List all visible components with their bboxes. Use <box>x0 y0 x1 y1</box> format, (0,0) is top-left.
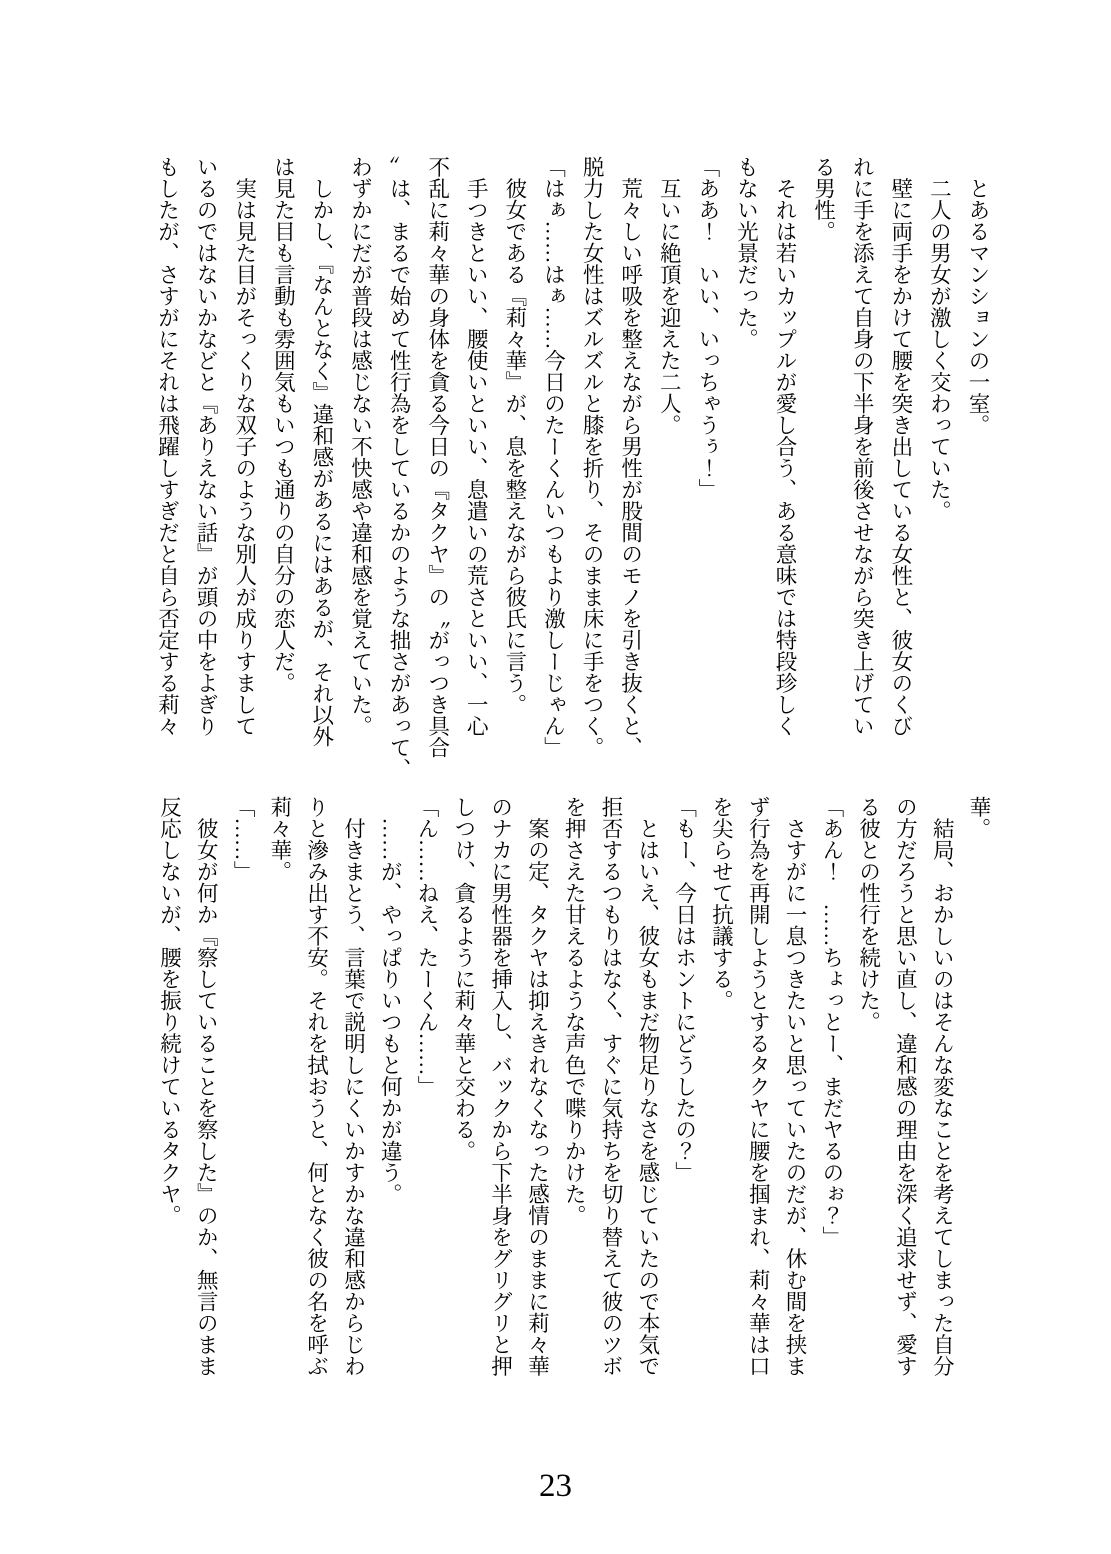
text-column: 二人の男女が激しく交わっていた。 <box>927 156 952 522</box>
text-column: 結局、おかしいのはそんな変なことを考えてしまった自分 <box>930 796 955 1377</box>
text-column: の方だろうと思い直し、違和感の理由を深く追求せず、愛す <box>893 796 918 1377</box>
text-column: わずかにだが普段は感じない不快感や違和感を覚えていた。 <box>348 156 373 737</box>
text-column: 〟は、まるで始めて性行為をしているかのような拙さがあって、 <box>387 156 412 780</box>
text-column: 不乱に莉々華の身体を貪る今日の『タクヤ』の〝がっつき具合 <box>425 156 450 758</box>
text-column: を押さえた甘えるような声色で喋りかけた。 <box>562 796 587 1226</box>
text-column: を尖らせて抗議する。 <box>709 796 734 1011</box>
text-column: 脱力した女性はズルズルと膝を折り、そのまま床に手をつく。 <box>580 156 605 758</box>
text-column: とはいえ、彼女もまだ物足りなさを感じていたので本気で <box>635 796 660 1377</box>
text-column: 莉々華。 <box>267 796 292 882</box>
text-column: 反応しないが、腰を振り続けているタクヤ。 <box>157 796 182 1226</box>
text-column: 壁に両手をかけて腰を突き出している女性と、彼女のくび <box>888 156 913 737</box>
text-column: ……が、やっぱりいつもと何かが違う。 <box>378 796 403 1205</box>
text-column: 華。 <box>967 796 991 839</box>
text-column: もない光景だった。 <box>734 156 759 350</box>
text-column: 拒否するつもりはなく、すぐに気持ちを切り替えて彼のツボ <box>599 796 624 1377</box>
text-column: 実は見た目がそっくりな双子のような別人が成りすまして <box>232 156 257 737</box>
text-column: 「ん……ねえ、たーくん……」 <box>415 796 440 1097</box>
text-column: 付きまとう、言葉で説明しにくいかすかな違和感からじわ <box>341 796 366 1377</box>
text-column: とあるマンションの一室。 <box>966 156 990 436</box>
text-column: 彼女である『莉々華』が、息を整えながら彼氏に言う。 <box>502 156 527 715</box>
text-column: それは若いカップルが愛し合う、ある意味では特段珍しく <box>773 156 798 737</box>
text-column: いるのではないかなどと『ありえない話』が頭の中をよぎり <box>194 156 219 737</box>
text-column: 荒々しい呼吸を整えながら男性が股間のモノを引き抜くと、 <box>618 156 643 758</box>
text-column: る彼との性行を続けた。 <box>856 796 881 1033</box>
text-column: 「ああ！ いい、いっちゃうぅ！」 <box>695 156 720 500</box>
text-column: りと滲み出す不安。それを拭おうと、何となく彼の名を呼ぶ <box>304 796 329 1377</box>
text-column: 手つきといい、腰使いといい、息遣いの荒さといい、一心 <box>464 156 489 737</box>
text-column: 「あん！ ……ちょっとー、まだヤるのぉ？」 <box>819 796 844 1248</box>
text-column: しつけ、貪るように莉々華と交わる。 <box>451 796 476 1162</box>
text-column: さすがに一息つきたいと思っていたのだが、休む間を挟ま <box>783 796 808 1377</box>
text-column: もしたが、さすがにそれは飛躍しすぎだと自ら否定する莉々 <box>155 156 180 737</box>
page-number: 23 <box>539 1468 572 1504</box>
text-column: のナカに男性器を挿入し、バックから下半身をグリグリと押 <box>488 796 513 1377</box>
text-column: 「はぁ……はぁ……今日のたーくんいつもより激しーじゃん」 <box>541 156 566 758</box>
text-column: れに手を添えて自身の下半身を前後させながら突き上げてい <box>850 156 875 737</box>
text-block-top <box>148 156 997 794</box>
text-column: る男性。 <box>811 156 836 242</box>
text-column: ず行為を再開しようとするタクヤに腰を掴まれ、莉々華は口 <box>746 796 771 1377</box>
text-column: 「……」 <box>231 796 256 882</box>
text-block-bottom <box>151 796 997 1434</box>
text-column: しかし、『なんとなく』違和感があるにはあるが、それ以外 <box>309 156 334 748</box>
text-column: 「もー、今日はホントにどうしたの？」 <box>672 796 697 1183</box>
text-column: 案の定、タクヤは抑えきれなくなった感情のままに莉々華 <box>525 796 550 1377</box>
text-column: は見た目も言動も雰囲気もいつも通りの自分の恋人だ。 <box>271 156 296 694</box>
text-column: 彼女が何か『察していることを察した』のか、無言のまま <box>194 796 219 1377</box>
text-column: 互いに絶頂を迎えた二人。 <box>657 156 682 436</box>
